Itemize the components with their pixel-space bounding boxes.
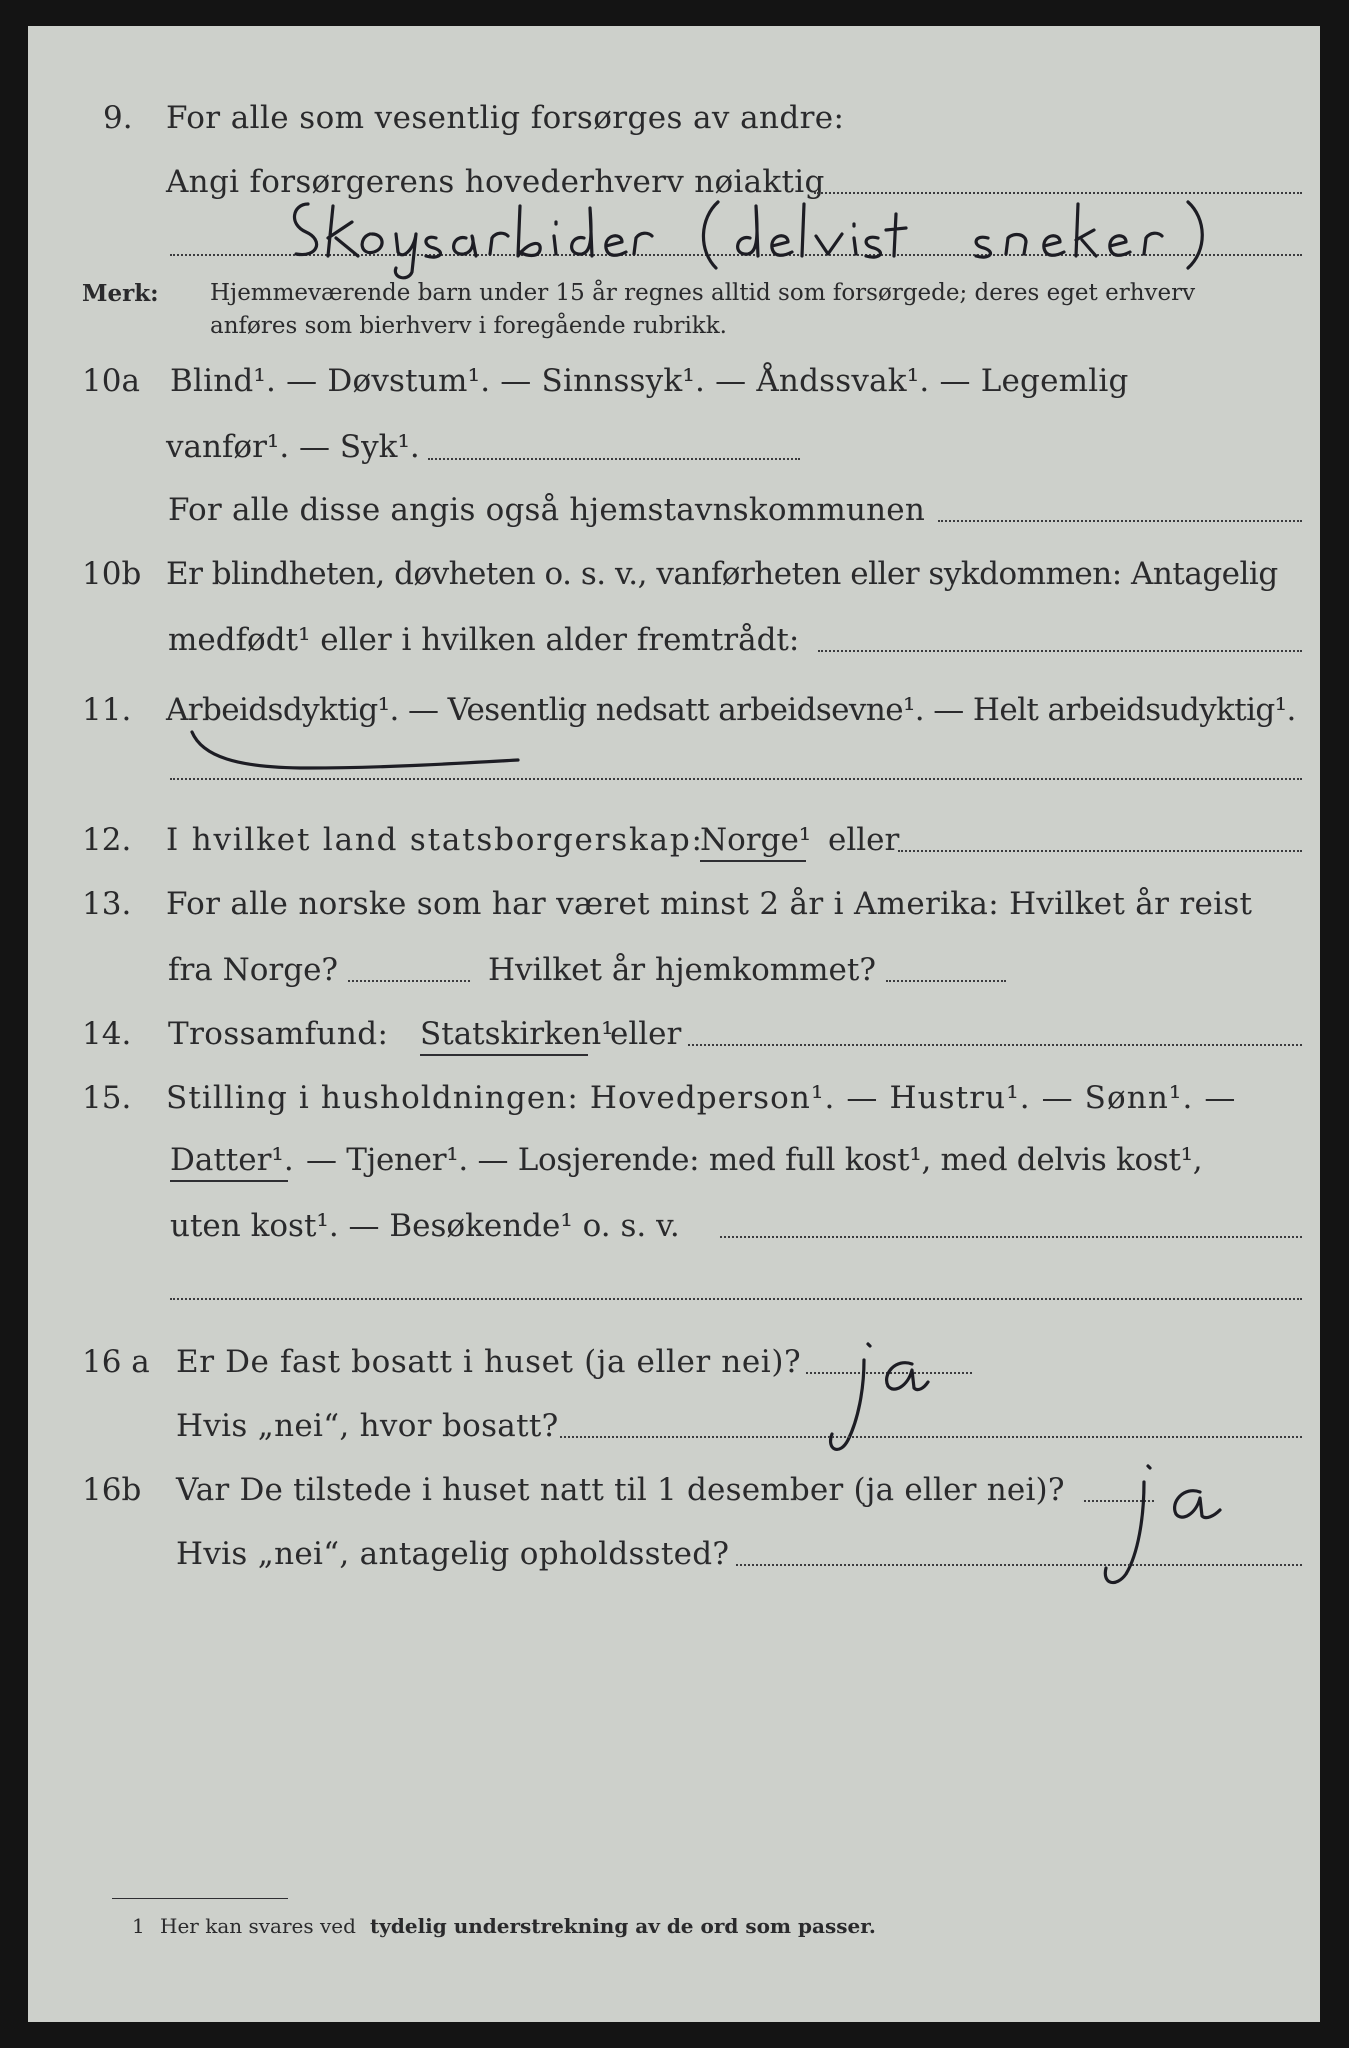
q15-number: 15. bbox=[82, 1080, 132, 1116]
q14-suffix: eller bbox=[610, 1016, 682, 1052]
footnote-text-plain: Her kan svares ved bbox=[160, 1914, 356, 1938]
q11-line1: Arbeidsdyktig¹. — Vesentlig nedsatt arbeidsevne¹. — Helt arbeidsudyktig¹. bbox=[166, 692, 1296, 728]
merk-line2: anføres som bierhverv i foregående rubrikk. bbox=[210, 313, 727, 339]
q10b-number: 10b bbox=[82, 556, 142, 592]
merk-label: Merk: bbox=[82, 280, 159, 307]
q13-line2b: Hvilket år hjemkommet? bbox=[488, 952, 876, 988]
q11-pen-underline bbox=[188, 726, 528, 786]
q10a-line3: For alle disse angis også hjemstavnskommunen bbox=[168, 492, 925, 528]
q16b-line2: Hvis „nei“, antagelig opholdssted? bbox=[176, 1536, 730, 1572]
q9-handwritten-answer bbox=[288, 194, 1308, 274]
q10a-dotted-line-1 bbox=[428, 458, 800, 460]
q12-norge-underline bbox=[700, 860, 806, 862]
q16a-line1: Er De fast bosatt i huset (ja eller nei)? bbox=[176, 1344, 802, 1380]
q13-line2a: fra Norge? bbox=[168, 952, 339, 988]
q12-number: 12. bbox=[82, 822, 132, 858]
q16b-handwritten-ja bbox=[1088, 1458, 1238, 1598]
q9-number: 9. bbox=[103, 100, 133, 136]
q14-statskirken-underline bbox=[420, 1054, 588, 1056]
q15-line1: Stilling i husholdningen: Hovedperson¹. — Hustru¹. — Sønn¹. — bbox=[166, 1080, 1237, 1116]
q10a-line2: vanfør¹. — Syk¹. bbox=[166, 429, 420, 465]
footnote-marker: 1 bbox=[132, 1914, 145, 1938]
q10a-dotted-line-2 bbox=[938, 520, 1302, 522]
q10a-line1: Blind¹. — Døvstum¹. — Sinnssyk¹. — Åndssvak¹. — Legemlig bbox=[170, 363, 1129, 399]
q13-line1: For alle norske som har været minst 2 år i Amerika: Hvilket år reist bbox=[166, 886, 1253, 922]
q12-suffix: eller bbox=[828, 822, 900, 858]
q12-dotted-line bbox=[898, 850, 1302, 852]
q13-number: 13. bbox=[82, 886, 132, 922]
q13-dotted-line-1 bbox=[348, 980, 470, 982]
q15-dotted-line-1 bbox=[720, 1236, 1302, 1238]
q14-dotted-line bbox=[688, 1044, 1302, 1046]
q16b-number: 16b bbox=[82, 1472, 142, 1508]
merk-line1: Hjemmeværende barn under 15 år regnes alltid som forsørgede; deres eget erhverv bbox=[210, 280, 1196, 306]
q16b-dotted-line-2 bbox=[736, 1564, 1302, 1566]
q16a-handwritten-ja bbox=[818, 1330, 938, 1460]
q10a-number: 10a bbox=[82, 363, 140, 399]
q14-option-statskirken: Statskirken¹ bbox=[420, 1016, 614, 1052]
q16a-dotted-line-2 bbox=[560, 1436, 1302, 1438]
q12-prefix: I hvilket land statsborgerskap: bbox=[166, 822, 704, 858]
census-form-page bbox=[28, 26, 1320, 2022]
q13-dotted-line-2 bbox=[886, 980, 1006, 982]
q15-line2-rest: — Tjener¹. — Losjerende: med full kost¹, med delvis kost¹, bbox=[306, 1142, 1203, 1178]
q15-option-datter: Datter¹. bbox=[170, 1142, 294, 1178]
q11-number: 11. bbox=[82, 692, 132, 728]
q15-line3: uten kost¹. — Besøkende¹ o. s. v. bbox=[170, 1208, 680, 1244]
footnote-text-bold: tydelig understrekning av de ord som passer. bbox=[370, 1914, 876, 1938]
q16a-line2: Hvis „nei“, hvor bosatt? bbox=[176, 1408, 559, 1444]
q9-line2: Angi forsørgerens hovederhverv nøiaktig bbox=[166, 164, 825, 200]
q14-number: 14. bbox=[82, 1016, 132, 1052]
q16a-number: 16 a bbox=[82, 1344, 150, 1380]
q11-dotted-line bbox=[170, 778, 1302, 780]
q10b-dotted-line bbox=[818, 650, 1302, 652]
footnote-rule bbox=[112, 1898, 288, 1899]
q15-datter-underline bbox=[170, 1180, 288, 1182]
q15-dotted-line-2 bbox=[170, 1298, 1302, 1300]
q16b-line1: Var De tilstede i huset natt til 1 desember (ja eller nei)? bbox=[176, 1472, 1065, 1508]
q9-line1: For alle som vesentlig forsørges av andre: bbox=[166, 100, 845, 136]
q10b-line2: medfødt¹ eller i hvilken alder fremtrådt: bbox=[168, 622, 800, 658]
q14-prefix: Trossamfund: bbox=[168, 1016, 389, 1052]
q12-option-norge: Norge¹ bbox=[700, 822, 812, 858]
q10b-line1: Er blindheten, døvheten o. s. v., vanførheten eller sykdommen: Antagelig bbox=[166, 556, 1278, 592]
